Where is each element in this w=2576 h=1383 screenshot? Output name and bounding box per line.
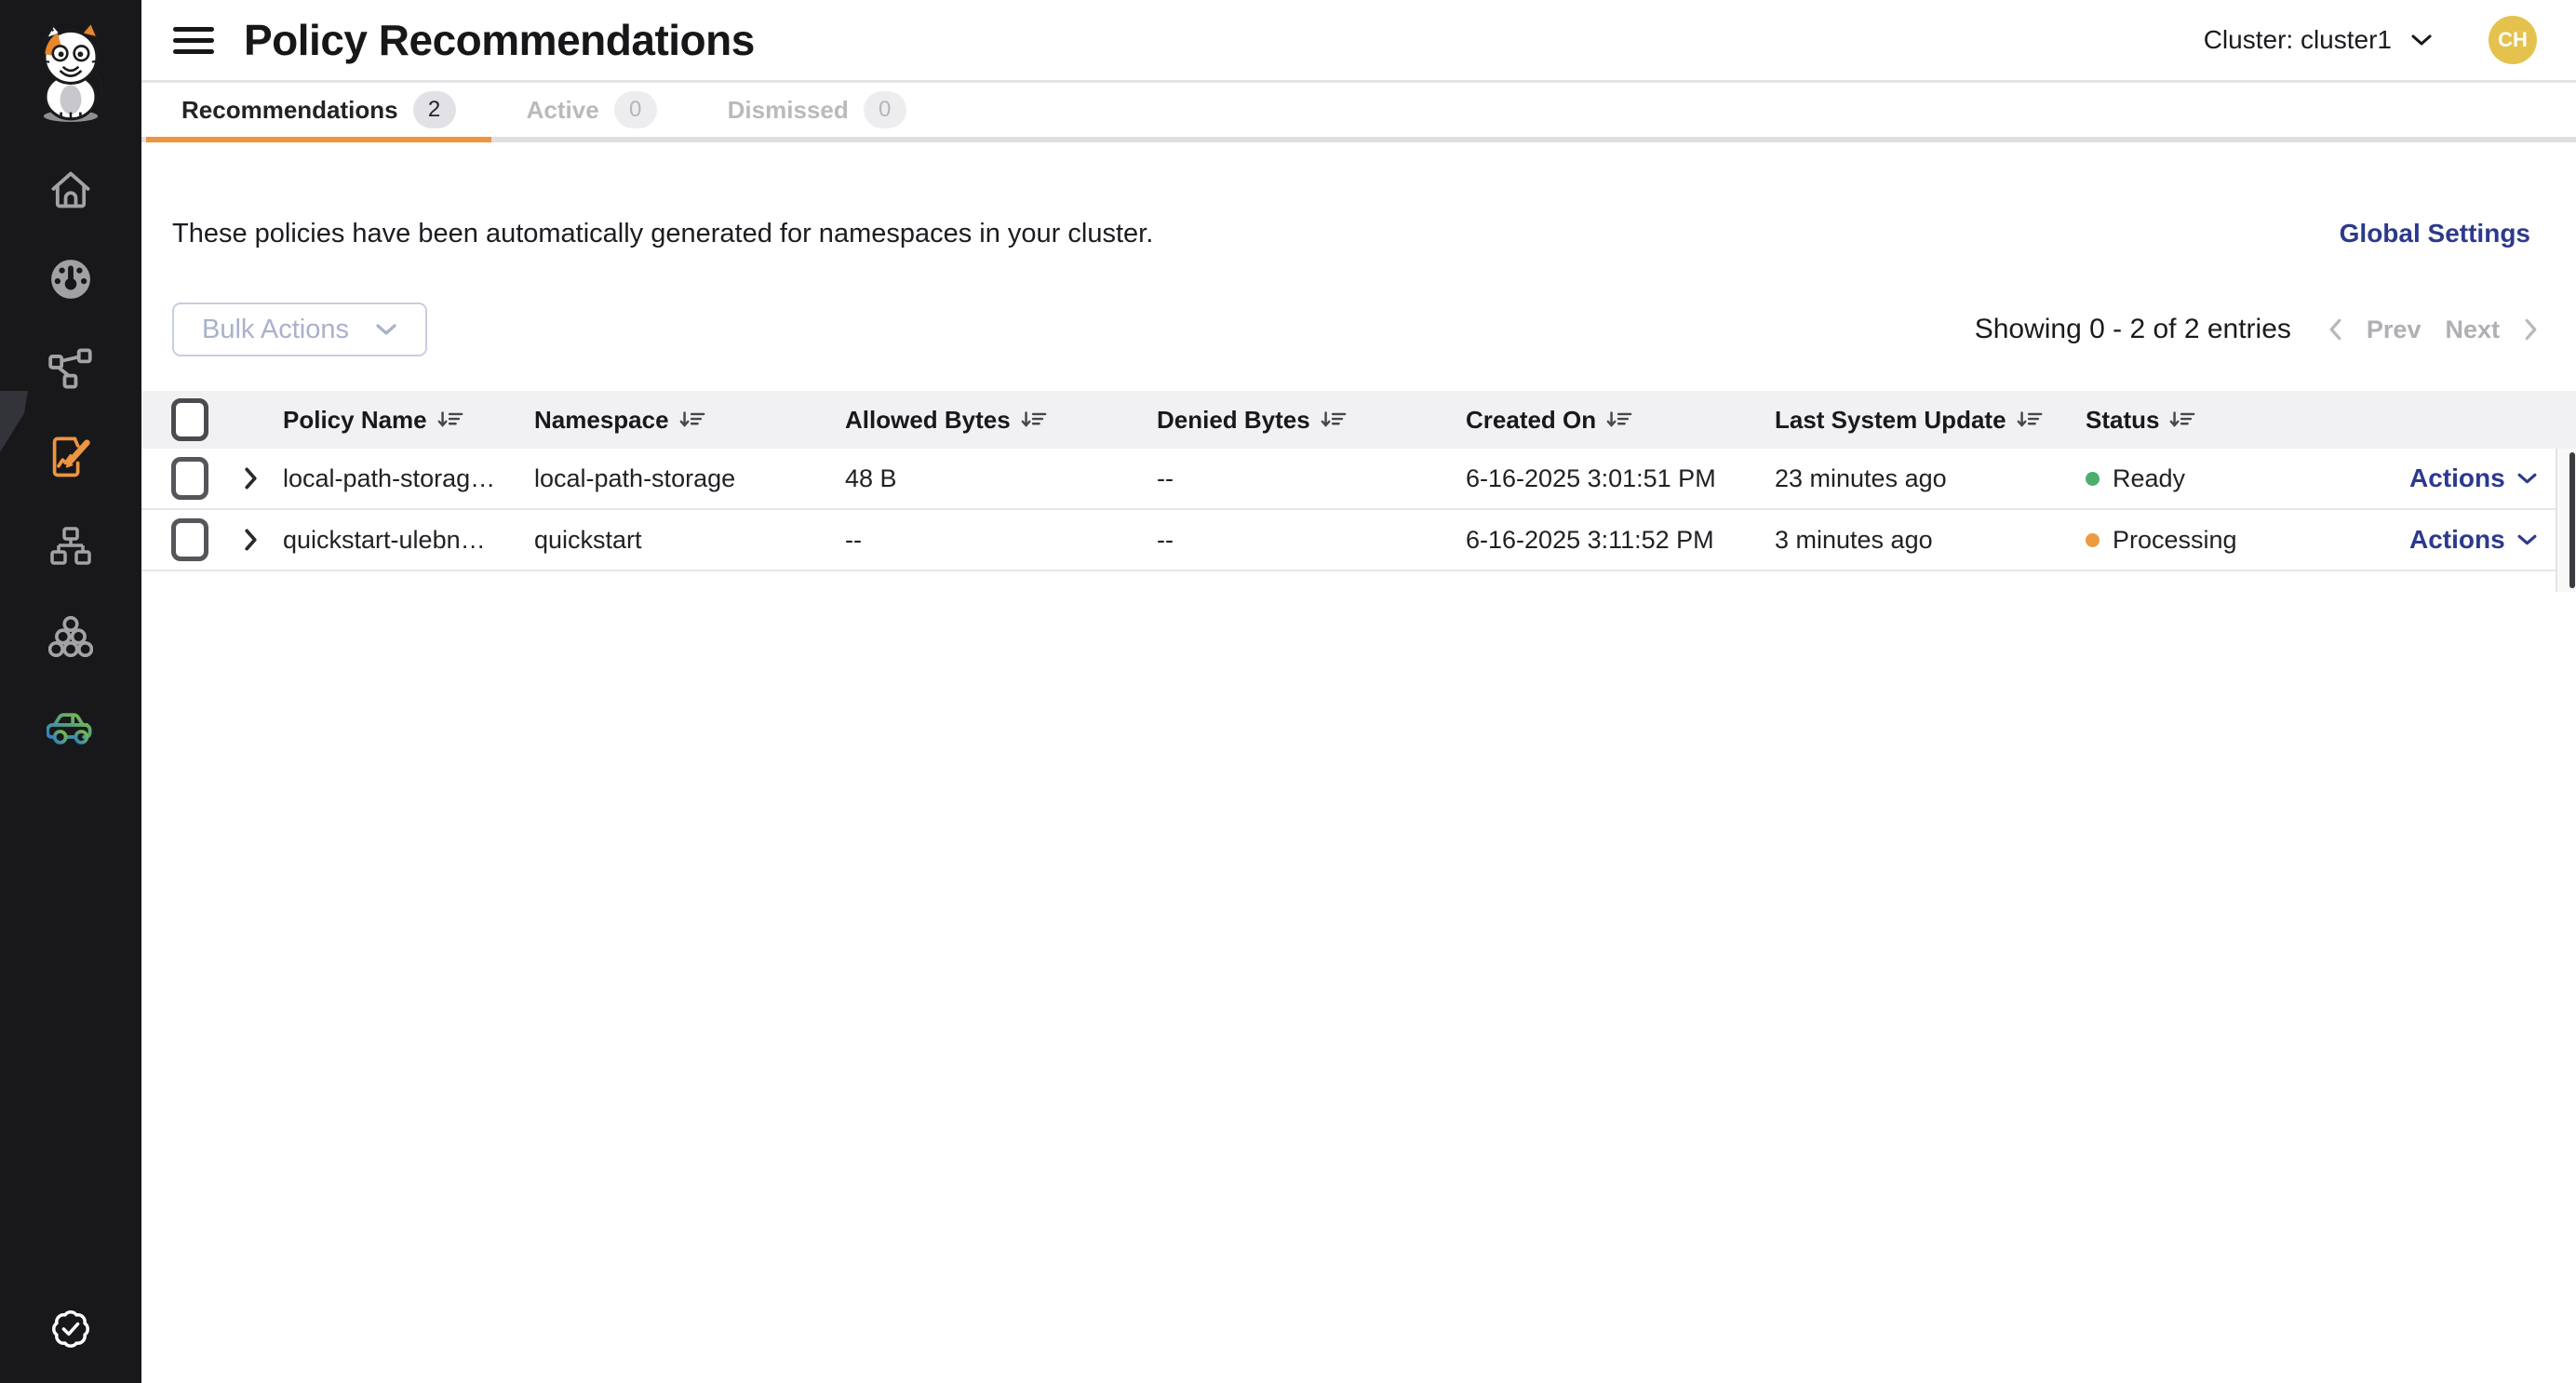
cell-namespace: quickstart xyxy=(534,525,642,554)
topbar xyxy=(141,0,2576,83)
gauge-icon xyxy=(49,258,92,301)
next-button[interactable]: Next xyxy=(2445,315,2500,343)
row-actions-button[interactable] xyxy=(2409,463,2569,493)
table-row xyxy=(141,449,2556,510)
next-chevron-icon[interactable] xyxy=(2524,317,2538,342)
home-icon xyxy=(48,168,93,211)
scrollbar-track xyxy=(2556,391,2576,449)
sidebar-item-verified[interactable] xyxy=(47,1307,95,1351)
bulk-actions-label: Bulk Actions xyxy=(202,314,349,344)
cell-status xyxy=(2086,526,2409,555)
sitemap-icon xyxy=(47,527,94,568)
prev-chevron-icon[interactable] xyxy=(2328,317,2342,342)
cluster-selector[interactable] xyxy=(2204,25,2433,55)
avatar[interactable]: CH xyxy=(2489,16,2537,64)
sidebar-item-home[interactable] xyxy=(47,168,95,212)
verified-badge-icon xyxy=(47,1305,95,1353)
sort-icon xyxy=(2016,410,2044,430)
table-header-row xyxy=(141,391,2556,449)
cluster-selector-label: Cluster: cluster1 xyxy=(2203,25,2392,54)
cat-logo xyxy=(28,22,114,123)
status-label: Processing xyxy=(2113,525,2237,554)
sidebar-item-topology[interactable] xyxy=(47,346,95,391)
chevron-down-icon xyxy=(2516,533,2538,546)
tab-dismissed[interactable] xyxy=(692,83,942,142)
hamburger-menu-button[interactable] xyxy=(173,23,216,57)
sidebar-item-sitemap[interactable] xyxy=(47,525,95,570)
cell-policy-name: quickstart-ulebn… xyxy=(283,525,486,554)
sort-icon xyxy=(1320,410,1348,430)
column-header-created-on[interactable]: Created On xyxy=(1466,406,1775,435)
tab-count-badge: 0 xyxy=(864,91,906,128)
sort-icon xyxy=(1605,410,1633,430)
sort-icon xyxy=(1020,410,1048,430)
cell-allowed-bytes: 48 B xyxy=(845,463,897,492)
global-settings-link[interactable]: Global Settings xyxy=(2339,219,2530,248)
sidebar-item-policy-recommendations[interactable] xyxy=(47,436,95,480)
pagination-summary: Showing 0 - 2 of 2 entries xyxy=(1974,314,2291,344)
chevron-right-icon xyxy=(244,528,258,552)
actions-label: Actions xyxy=(2409,463,2505,492)
status-dot xyxy=(2086,472,2100,486)
status-label: Ready xyxy=(2113,463,2186,492)
scrollbar-thumb[interactable] xyxy=(2569,452,2575,588)
tab-count-badge: 0 xyxy=(614,91,657,128)
sidebar-item-workload-cluster[interactable] xyxy=(47,614,95,659)
chevron-down-icon xyxy=(2516,472,2538,485)
tab-recommendations[interactable] xyxy=(146,83,491,142)
tabs-bar xyxy=(141,83,2576,142)
table-row xyxy=(141,510,2556,571)
sort-icon xyxy=(678,410,706,430)
actions-label: Actions xyxy=(2409,525,2505,554)
status-dot xyxy=(2086,533,2100,547)
policy-edit-icon xyxy=(47,435,94,481)
cell-denied-bytes: -- xyxy=(1157,463,1174,492)
row-expander[interactable] xyxy=(244,466,283,490)
chevron-down-icon xyxy=(2410,34,2433,47)
page-title: Policy Recommendations xyxy=(244,16,755,64)
tab-active[interactable] xyxy=(491,83,692,142)
cell-allowed-bytes: -- xyxy=(845,525,862,554)
sidebar-item-dashboard[interactable] xyxy=(47,257,95,302)
column-header-denied-bytes[interactable]: Denied Bytes xyxy=(1157,406,1466,435)
row-checkbox[interactable] xyxy=(171,518,208,561)
column-header-namespace[interactable]: Namespace xyxy=(534,406,845,435)
column-header-last-system-update[interactable]: Last System Update xyxy=(1775,406,2086,435)
column-header-allowed-bytes[interactable]: Allowed Bytes xyxy=(845,406,1157,435)
column-header-status[interactable]: Status xyxy=(2086,406,2409,435)
bulk-actions-button[interactable] xyxy=(172,302,427,356)
row-actions-button[interactable] xyxy=(2409,525,2569,555)
cell-policy-name: local-path-storag… xyxy=(283,463,496,492)
tab-label: Active xyxy=(526,95,599,124)
chevron-right-icon xyxy=(244,466,258,490)
select-all-checkbox[interactable] xyxy=(171,398,208,441)
cell-denied-bytes: -- xyxy=(1157,525,1174,554)
cell-last-system-update: 3 minutes ago xyxy=(1775,525,1933,554)
chevron-down-icon xyxy=(375,323,397,336)
topology-icon xyxy=(48,348,93,389)
cell-created-on: 6-16-2025 3:01:51 PM xyxy=(1466,463,1716,492)
active-nav-indicator xyxy=(0,391,28,452)
tab-label: Dismissed xyxy=(727,95,849,124)
prev-button[interactable]: Prev xyxy=(2366,315,2422,343)
car-icon xyxy=(47,705,95,746)
cell-namespace: local-path-storage xyxy=(534,463,736,492)
row-checkbox[interactable] xyxy=(171,457,208,500)
cell-created-on: 6-16-2025 3:11:52 PM xyxy=(1466,525,1714,554)
sidebar-item-car[interactable] xyxy=(47,704,95,748)
column-header-policy-name[interactable]: Policy Name xyxy=(283,406,534,435)
content-area xyxy=(141,142,2576,1383)
sidebar xyxy=(0,0,141,1383)
sort-icon xyxy=(436,410,464,430)
policies-table xyxy=(141,391,2576,571)
row-expander[interactable] xyxy=(244,528,283,552)
circles-cluster-icon xyxy=(48,616,93,657)
cell-status xyxy=(2086,464,2409,493)
cell-last-system-update: 23 minutes ago xyxy=(1775,463,1947,492)
sidebar-nav xyxy=(47,168,95,793)
page-description: These policies have been automatically generated for namespaces in your cluster. xyxy=(172,218,1154,248)
tab-label: Recommendations xyxy=(181,95,398,124)
sort-icon xyxy=(2168,410,2196,430)
tab-count-badge: 2 xyxy=(413,91,456,128)
